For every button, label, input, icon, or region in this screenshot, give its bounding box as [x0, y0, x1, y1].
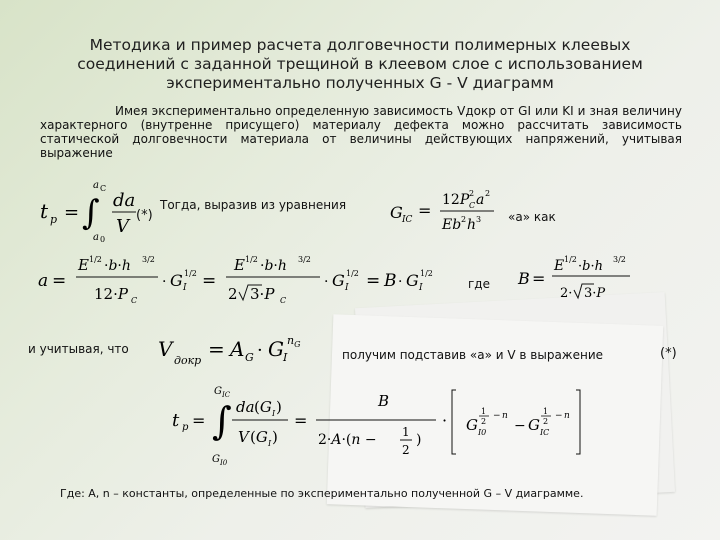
svg-text:3·P: 3·P [584, 286, 606, 301]
svg-text:G: G [528, 416, 540, 434]
svg-text:): ) [416, 432, 422, 448]
svg-text:(G: (G [250, 428, 268, 446]
svg-text:=: = [192, 411, 206, 430]
svg-text:G: G [268, 337, 284, 361]
title-line: соединений с заданной трещиной в клеевом слое с использованием [77, 55, 643, 73]
footnote: Где: A, n – константы, определенные по экспериментально полученной G – V диаграмме. [60, 487, 584, 500]
svg-text:·: · [442, 411, 448, 430]
b-constant-formula [516, 252, 646, 308]
svg-text:I: I [183, 283, 187, 293]
svg-text:E: E [554, 258, 565, 274]
crack-velocity-formula [152, 330, 332, 374]
svg-text:1/2: 1/2 [564, 255, 577, 264]
svg-text:1/2: 1/2 [346, 269, 359, 278]
svg-text:2: 2 [228, 285, 238, 303]
svg-text:G: G [170, 271, 183, 290]
svg-text:G: G [390, 203, 403, 222]
svg-text:1/2: 1/2 [245, 255, 258, 264]
svg-text:V: V [238, 428, 249, 446]
svg-text:a: a [93, 180, 99, 191]
svg-text:A: A [230, 337, 245, 361]
svg-text:G: G [212, 454, 220, 465]
svg-text:3/2: 3/2 [613, 255, 626, 264]
svg-text:da: da [113, 190, 136, 211]
a-as-text: «а» как [508, 210, 556, 224]
svg-text:=: = [202, 271, 217, 291]
svg-text:·: · [398, 274, 403, 290]
svg-text:3/2: 3/2 [142, 255, 155, 264]
where-text: где [468, 277, 490, 291]
svg-text:0: 0 [100, 235, 106, 242]
svg-text:3·P: 3·P [250, 285, 275, 303]
svg-text:I0: I0 [220, 459, 228, 467]
svg-text:G: G [466, 416, 478, 434]
svg-text:V: V [116, 216, 129, 237]
svg-text:2: 2 [543, 417, 549, 426]
substituting-text: получим подставив «а» и V в выражение [342, 348, 604, 362]
svg-text:p: p [50, 213, 58, 226]
svg-text:3: 3 [476, 215, 482, 224]
svg-text:p: p [182, 422, 189, 433]
svg-text:IC: IC [540, 428, 550, 437]
svg-text:·: · [257, 340, 263, 361]
svg-text:−: − [514, 418, 526, 434]
svg-text:t: t [40, 199, 49, 223]
slide-title [40, 36, 680, 93]
svg-text:I: I [345, 283, 349, 293]
equation-marker: (*) [136, 208, 153, 223]
svg-text:I: I [272, 409, 276, 418]
svg-text:n: n [502, 411, 508, 421]
svg-text:1/2: 1/2 [420, 269, 433, 278]
svg-text:a: a [38, 271, 49, 291]
svg-text:2: 2 [469, 189, 475, 198]
svg-text:·b·h: ·b·h [260, 258, 287, 274]
title-line: экспериментально полученных G - V диаграмм [166, 74, 554, 92]
svg-text:IC: IC [222, 391, 231, 399]
svg-text:I: I [419, 283, 423, 293]
then-text: Тогда, выразив из уравнения [160, 198, 347, 212]
svg-text:докр: докр [174, 354, 202, 367]
svg-text:1: 1 [402, 425, 410, 439]
equation-marker: (*) [660, 346, 677, 361]
svg-text:B: B [378, 392, 390, 410]
considering-text: и учитывая, что [28, 342, 129, 356]
svg-text:2: 2 [402, 443, 410, 457]
svg-text:I: I [283, 351, 288, 364]
svg-text:=: = [532, 269, 546, 288]
title-line: Методика и пример расчета долговечности полимерных клеевых [89, 36, 631, 54]
svg-text:n: n [564, 411, 570, 421]
svg-text:t: t [172, 410, 180, 431]
svg-text:=: = [52, 271, 67, 291]
svg-text:C: C [280, 296, 287, 305]
svg-text:C: C [100, 184, 107, 193]
svg-text:·: · [324, 274, 329, 290]
svg-text:G: G [245, 351, 254, 364]
intro-paragraph [40, 104, 682, 160]
svg-text:∫: ∫ [82, 193, 100, 233]
svg-text:1: 1 [481, 407, 487, 416]
svg-text:G: G [214, 386, 222, 397]
svg-text:·: · [162, 274, 167, 290]
svg-text:−: − [493, 411, 501, 421]
svg-text:B: B [518, 269, 530, 288]
svg-text:1: 1 [543, 407, 549, 416]
svg-text:=: = [418, 201, 432, 220]
svg-text:=: = [294, 411, 308, 430]
svg-text:·b·h: ·b·h [104, 258, 131, 274]
svg-text:·b·h: ·b·h [578, 259, 603, 274]
svg-text:E: E [78, 256, 89, 274]
svg-text:h: h [467, 217, 477, 233]
svg-text:12P: 12P [442, 192, 470, 208]
svg-text:): ) [276, 398, 282, 416]
svg-text:B: B [384, 271, 397, 291]
svg-text:2·A·(n −: 2·A·(n − [318, 432, 377, 448]
svg-text:3/2: 3/2 [298, 255, 311, 264]
svg-text:Eb: Eb [442, 217, 462, 233]
svg-text:da: da [236, 398, 255, 416]
svg-text:=: = [64, 202, 80, 223]
intro-text: Имея экспериментально определенную зависимость Vдокр от GI или KI и зная величину характерного (внутренне присущего) материалу дефекта можно рассчитать зависимость статической долговечности материала от величины действующих напряжений, учитывая выражение [40, 104, 682, 160]
svg-text:C: C [469, 201, 476, 210]
svg-text:nG: $n_G$ [287, 334, 301, 349]
svg-text:−: − [555, 411, 563, 421]
svg-text:2: 2 [481, 417, 487, 426]
svg-text:): ) [272, 428, 278, 446]
svg-text:C: C [131, 296, 138, 305]
svg-text:G: G [332, 271, 345, 290]
svg-text:E: E [234, 256, 245, 274]
crack-length-formula [36, 252, 476, 312]
svg-text:1/2: 1/2 [89, 255, 102, 264]
svg-text:2·: 2· [560, 286, 573, 301]
svg-text:I0: I0 [478, 428, 487, 437]
svg-text:V: V [158, 337, 173, 361]
svg-text:=: = [208, 337, 225, 361]
svg-text:12·P: 12·P [94, 285, 128, 303]
svg-text:=: = [366, 271, 381, 291]
svg-text:2: 2 [485, 189, 491, 198]
svg-text:1/2: 1/2 [184, 269, 197, 278]
svg-text:a: a [93, 232, 99, 242]
svg-text:∫: ∫ [212, 399, 232, 443]
svg-text:2: 2 [461, 215, 467, 224]
svg-text:I: I [268, 439, 272, 448]
gic-formula [388, 184, 498, 236]
final-durability-formula [166, 380, 626, 476]
svg-text:IC: IC [402, 215, 413, 225]
svg-text:a: a [476, 192, 485, 208]
svg-text:(G: (G [254, 398, 272, 416]
svg-text:G: G [406, 271, 419, 290]
